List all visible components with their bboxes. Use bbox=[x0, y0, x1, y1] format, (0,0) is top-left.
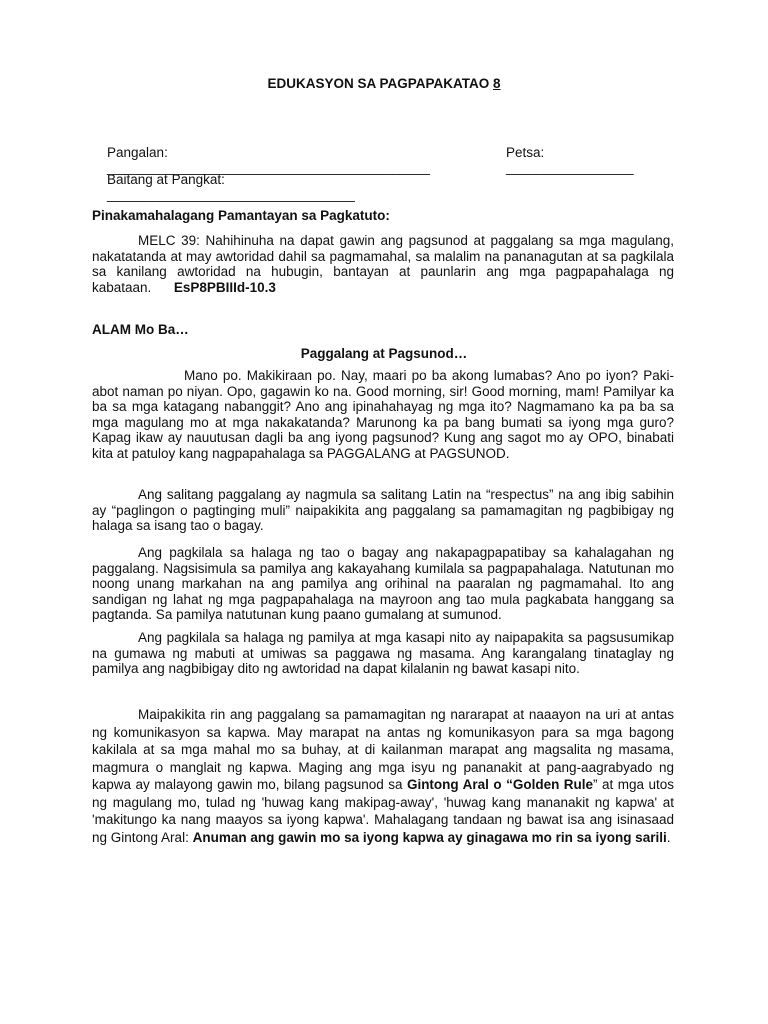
title-grade: 8 bbox=[493, 76, 501, 91]
paragraph-5: Maipakikita rin ang paggalang sa pamamagitan ng nararapat at naaayon na uri at antas ng komunikasyon sa kapwa. May marapat na antas ng komunikasyon para sa mga bagong kakilala at sa mga mahal mo sa buhay, at di kailanman marapat ang magsalita ng masama, magmura o manglait ng kapwa. Maging ang mga isyu ng pananakit at pang-aagrabyado ng kapwa ay malayong gawin mo, bilang pagsunod sa Gintong Aral o “Golden Rule” at mga utos ng magulang mo, tulad ng 'huwag kang makipag-away', 'huwag kang mananakit ng kapwa' at 'makitungo ka nang maayos sa iyong kapwa'. Mahalagang tandaan ng bawat isa ang isinasaad ng Gintong Aral: Anuman ang gawin mo sa iyong kapwa ay ginagawa mo rin sa iyong sarili. bbox=[92, 707, 674, 845]
date-line: _________________ bbox=[506, 160, 634, 175]
paragraph-4: Ang pagkilala sa halaga ng pamilya at mga kasapi nito ay naipapakita sa pagsusumikap na gumawa ng mabuti at umiwas sa paggawa ng masama. Ang karangalang tinataglay ng pamilya ang nagbibigay dito ng awtoridad na dapat kilalanin ng bawat kasapi nito. bbox=[92, 630, 674, 676]
paragraph-1: Mano po. Makikiraan po. Nay, maari po ba akong lumabas? Ano po iyon? Paki-abot naman po niyan. Opo, gagawin ko na. Good morning, sir! Good morning, mam! Pamilyar ka ba sa mga katagang nabanggit? Ano ang ipinahahayag ng mga ito? Nagmamano ka pa ba sa mga magulang mo at mga nakakatanda? Marunong ka pa bang bumati sa iyong mga guro? Kapag ikaw ay nauutusan dagli ba ang iyong pagsunod? Kung ang sagot mo ay OPO, binabati kita at patuloy kang nagpapahalaga sa PAGGALANG at PAGSUNOD. bbox=[92, 368, 674, 461]
section-line: _________________________________ bbox=[107, 187, 355, 202]
paragraph-3: Ang pagkilala sa halaga ng tao o bagay ang nakapagpapatibay sa kahalagahan ng paggalang. Nagsisimula sa pamilya ang kakayahang kumilala sa pagpapahalaga. Natutunan mo noong unang markahan na ang pamilya ang orihinal na paaralan ng pagmamahal. Ito ang sandigan ng lahat ng mga pagpapahalaga na mayroon ang tao mula pagkabata hanggang sa pagtanda. Sa pamilya natutunan kung paano gumalang at sumunod. bbox=[92, 545, 674, 622]
golden-rule-text: Gintong Aral o “Golden Rule bbox=[406, 777, 594, 792]
document-title bbox=[0, 76, 768, 91]
standard-heading: Pinakamahalagang Pamantayan sa Pagkatuto: bbox=[92, 208, 390, 223]
date-field-row bbox=[491, 130, 634, 190]
melc-code: EsP8PBIIId-10.3 bbox=[173, 279, 276, 295]
section-label: Baitang at Pangkat: bbox=[107, 172, 225, 187]
date-label: Petsa: bbox=[506, 145, 545, 160]
alam-heading: ALAM Mo Ba… bbox=[92, 322, 189, 337]
title-main: EDUKASYON SA PAGPAPAKATAO bbox=[267, 76, 490, 91]
section-title: Paggalang at Pagsunod… bbox=[300, 346, 468, 361]
melc-paragraph bbox=[92, 233, 674, 295]
paragraph-2: Ang salitang paggalang ay nagmula sa salitang Latin na “respectus” na ang ibig sabihin ay “paglingon o pagtinging muli” naipakikita ang paggalang sa pamamagitan ng pagbibigay ng halaga sa isang tao o bagay. bbox=[92, 487, 674, 533]
golden-rule-quote: Anuman ang gawin mo sa iyong kapwa ay ginagawa mo rin sa iyong sarili bbox=[192, 829, 667, 845]
name-label: Pangalan: bbox=[107, 145, 168, 160]
name-line: ___________________________________________ bbox=[107, 160, 430, 175]
melc-text: MELC 39: Nahihinuha na dapat gawin ang pagsunod at paggalang sa mga magulang, nakatatanda at may awtoridad dahil sa pagmamahal, sa malalim na pananagutan at sa pagkilala sa kanilang awtoridad na hubugin, bantayan at paunlarin ang mga pagpapahalaga ng kabataan. bbox=[92, 233, 674, 295]
